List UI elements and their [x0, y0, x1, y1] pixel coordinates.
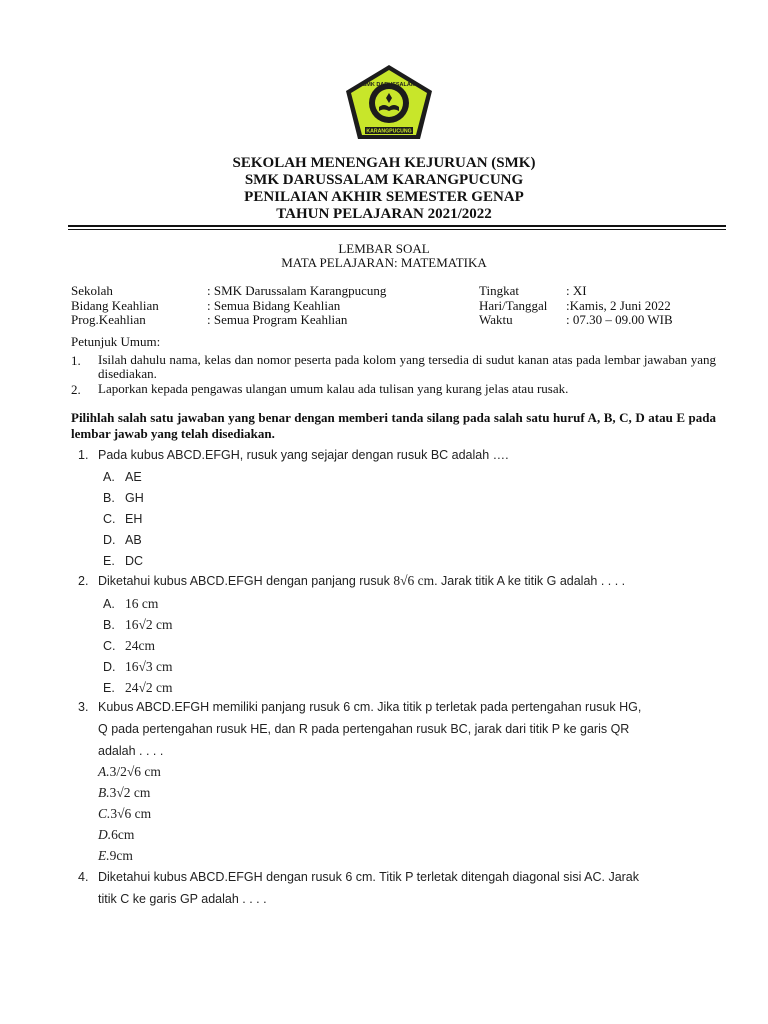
q4-line-1: Diketahui kubus ABCD.EFGH dengan rusuk 6 cm. Titik P terletak ditengah diagonal sisi AC. Jarak [98, 870, 640, 884]
q1-text: Pada kubus ABCD.EFGH, rusuk yang sejajar dengan rusuk BC adalah …. [98, 448, 509, 462]
q3-option-e: E.9cm [98, 848, 133, 863]
q2-text: Diketahui kubus ABCD.EFGH dengan panjang rusuk 8√6 cm. Jarak titik A ke titik G adalah . . . . [98, 573, 626, 588]
header-divider-thin [68, 229, 726, 230]
sheet-title: LEMBAR SOAL [338, 241, 430, 256]
q3-line-3: adalah . . . . [98, 744, 164, 758]
instructions-title: Petunjuk Umum: [71, 334, 161, 349]
header-line-2: SMK DARUSSALAM KARANGPUCUNG [244, 172, 524, 188]
instruction-1: Isilah dahulu nama, kelas dan nomor peserta pada kolom yang tersedia di sudut kanan atas pada lembar jawaban yang disediakan. [98, 352, 716, 381]
header-line-4: TAHUN PELAJARAN 2021/2022 [276, 206, 492, 222]
logo-bottom-text: KARANGPUCUNG [366, 128, 412, 135]
q3-option-c: C.3√6 cm [98, 806, 152, 821]
sekolah-label: Sekolah [71, 283, 113, 298]
bidang-label: Bidang Keahlian [71, 298, 159, 313]
hari-value: :Kamis, 2 Juni 2022 [566, 298, 671, 313]
q1-option-b: B. GH [103, 491, 144, 505]
prog-label: Prog.Keahlian [71, 312, 146, 327]
tingkat-label: Tingkat [479, 283, 519, 298]
q1-option-a: A. AE [103, 470, 142, 484]
q4-line-2: titik C ke garis GP adalah . . . . [98, 892, 267, 906]
q3-line-1: Kubus ABCD.EFGH memiliki panjang rusuk 6 cm. Jika titik p terletak pada pertengahan rusuk HG, [98, 700, 642, 714]
q2-option-e: E. 24√2 cm [103, 680, 173, 695]
logo-top-text: SMK DARUSSALAM [362, 82, 416, 88]
q2-number: 2. [78, 574, 89, 588]
instruction-1-number: 1. [71, 353, 81, 368]
instruction-2: Laporkan kepada pengawas ulangan umum kalau ada tulisan yang kurang jelas atau rusak. [98, 381, 569, 396]
tingkat-value: : XI [566, 283, 587, 298]
q1-option-d: D. AB [103, 533, 142, 547]
prog-value: : Semua Program Keahlian [207, 312, 348, 327]
instruction-2-number: 2. [71, 382, 81, 397]
q2-math: 8√6 cm [393, 573, 435, 588]
header-line-3: PENILAIAN AKHIR SEMESTER GENAP [244, 189, 524, 205]
hari-label: Hari/Tanggal [479, 298, 548, 313]
q3-option-d: D.6cm [98, 827, 135, 842]
q1-option-e: E. DC [103, 554, 144, 568]
q2-option-b: B. 16√2 cm [103, 617, 173, 632]
waktu-value: : 07.30 – 09.00 WIB [566, 312, 673, 327]
bidang-value: : Semua Bidang Keahlian [207, 298, 341, 313]
q3-option-b: B.3√2 cm [98, 785, 151, 800]
q3-option-a: A.3/2√6 cm [98, 764, 161, 779]
q2-option-c: C. 24cm [103, 638, 155, 653]
header-line-1: SEKOLAH MENENGAH KEJURUAN (SMK) [232, 155, 536, 171]
q1-number: 1. [78, 448, 89, 462]
header-divider-thick [68, 225, 726, 227]
sheet-subject: MATA PELAJARAN: MATEMATIKA [281, 255, 487, 270]
waktu-label: Waktu [479, 312, 513, 327]
q4-number: 4. [78, 870, 89, 884]
q3-line-2: Q pada pertengahan rusuk HE, dan R pada pertengahan rusuk BC, jarak dari titik P ke garis QR [98, 722, 630, 736]
answer-directive: Pilihlah salah satu jawaban yang benar dengan memberi tanda silang pada salah satu huruf A, B, C, D atau E pada lembar jawab yang telah disediakan. [71, 410, 716, 441]
q3-number: 3. [78, 700, 89, 714]
sekolah-value: : SMK Darussalam Karangpucung [207, 283, 387, 298]
q2-option-d: D. 16√3 cm [103, 659, 173, 674]
q1-option-c: C. EH [103, 512, 143, 526]
school-logo [343, 63, 435, 141]
q2-option-a: A. 16 cm [103, 596, 159, 611]
